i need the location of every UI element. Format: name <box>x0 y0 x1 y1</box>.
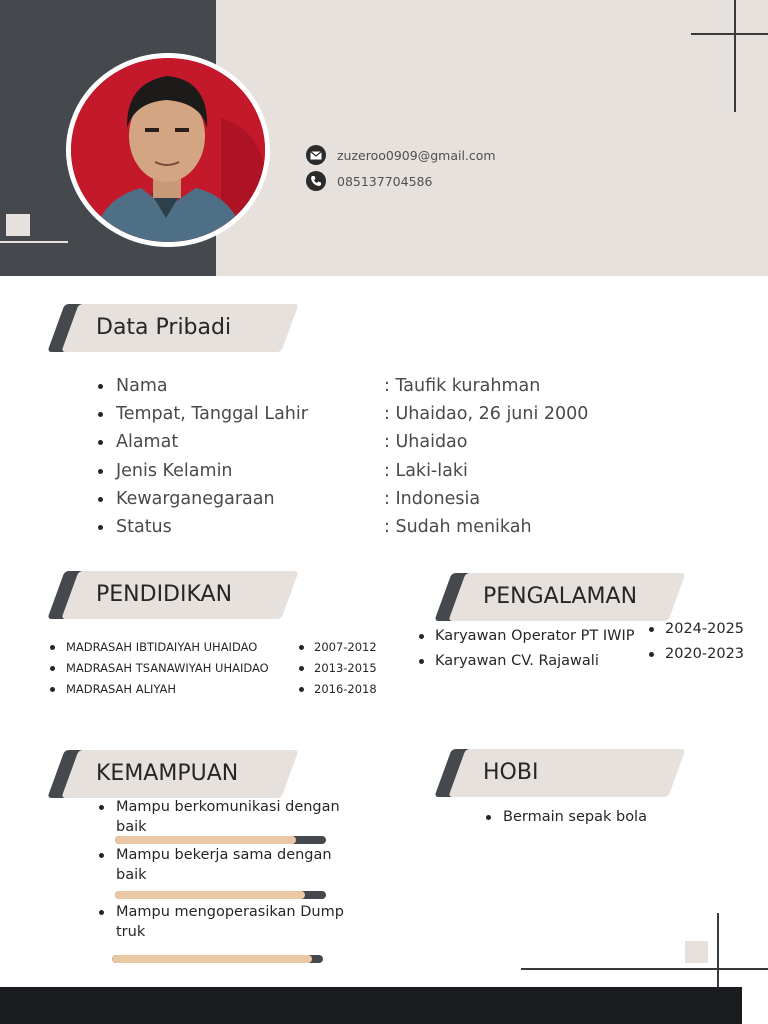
heading-experience-text: PENGALAMAN <box>483 584 638 609</box>
personal-row <box>98 513 532 541</box>
heading-education-text: PENDIDIKAN <box>96 582 233 607</box>
decor-square-bottom <box>685 941 708 963</box>
skill-item <box>99 902 359 942</box>
contact-phone <box>306 171 432 191</box>
education-years: 2013-2015 <box>299 660 377 681</box>
experience-years: 2024-2025 <box>649 619 744 644</box>
decor-line-horizontal-bottom <box>521 968 768 970</box>
skill-label: Mampu bekerja sama dengan baik <box>99 845 359 885</box>
phone-text[interactable]: 085137704586 <box>337 173 433 189</box>
personal-value: : Indonesia <box>384 488 481 509</box>
education-list <box>50 639 269 702</box>
decor-line-left <box>0 241 68 243</box>
education-years-list <box>299 639 377 702</box>
education-years: 2007-2012 <box>299 639 377 660</box>
hobby-item: Bermain sepak bola <box>486 807 647 827</box>
education-years: 2016-2018 <box>299 681 377 702</box>
heading-personal-text: Data Pribadi <box>96 315 232 340</box>
email-text[interactable]: zuzeroo0909@gmail.com <box>337 147 496 163</box>
decor-square-left <box>6 214 30 236</box>
skill-item <box>99 797 359 837</box>
profile-photo <box>66 53 270 247</box>
personal-value: : Sudah menikah <box>384 516 532 537</box>
skill-bar <box>112 955 323 963</box>
personal-label: Tempat, Tanggal Lahir <box>116 404 308 425</box>
personal-row <box>98 457 468 485</box>
skill-bar <box>115 891 326 899</box>
skill-bar-fill <box>115 891 305 899</box>
experience-list <box>419 626 634 676</box>
personal-row <box>98 428 468 456</box>
personal-row <box>98 485 481 513</box>
personal-label: Jenis Kelamin <box>116 460 233 481</box>
heading-skills-text: KEMAMPUAN <box>96 761 239 786</box>
decor-line-horizontal-top <box>691 33 768 35</box>
personal-value: : Uhaidao <box>384 432 468 453</box>
decor-line-vertical-top <box>734 0 736 112</box>
personal-value: : Uhaidao, 26 juni 2000 <box>384 404 589 425</box>
personal-label: Kewarganegaraan <box>116 488 275 509</box>
experience-years-list <box>649 619 744 669</box>
personal-info-list <box>98 372 589 541</box>
personal-row <box>98 372 541 400</box>
skill-label: Mampu mengoperasikan Dump truk <box>99 902 359 942</box>
experience-job: Karyawan Operator PT IWIP <box>419 626 634 651</box>
experience-job: Karyawan CV. Rajawali <box>419 651 634 676</box>
skill-item <box>99 845 359 885</box>
experience-years: 2020-2023 <box>649 644 744 669</box>
skill-bar <box>115 836 326 844</box>
personal-label: Nama <box>116 376 168 396</box>
footer-band <box>0 987 742 1024</box>
personal-value: : Taufik kurahman <box>384 376 541 396</box>
personal-label: Status <box>116 516 172 537</box>
personal-value: : Laki-laki <box>384 460 468 481</box>
personal-row <box>98 400 589 428</box>
heading-hobbies-text: HOBI <box>483 760 539 785</box>
skill-label: Mampu berkomunikasi dengan baik <box>99 797 359 837</box>
personal-label: Alamat <box>116 432 179 453</box>
phone-icon <box>306 171 326 191</box>
hobby-list <box>486 807 647 827</box>
skill-bar-fill <box>112 955 312 963</box>
education-school: MADRASAH ALIYAH <box>50 681 269 702</box>
education-school: MADRASAH TSANAWIYAH UHAIDAO <box>50 660 269 681</box>
contact-email <box>306 145 496 165</box>
skill-bar-fill <box>115 836 296 844</box>
header-light-panel <box>216 0 768 276</box>
mail-icon <box>306 145 326 165</box>
education-school: MADRASAH IBTIDAIYAH UHAIDAO <box>50 639 269 660</box>
